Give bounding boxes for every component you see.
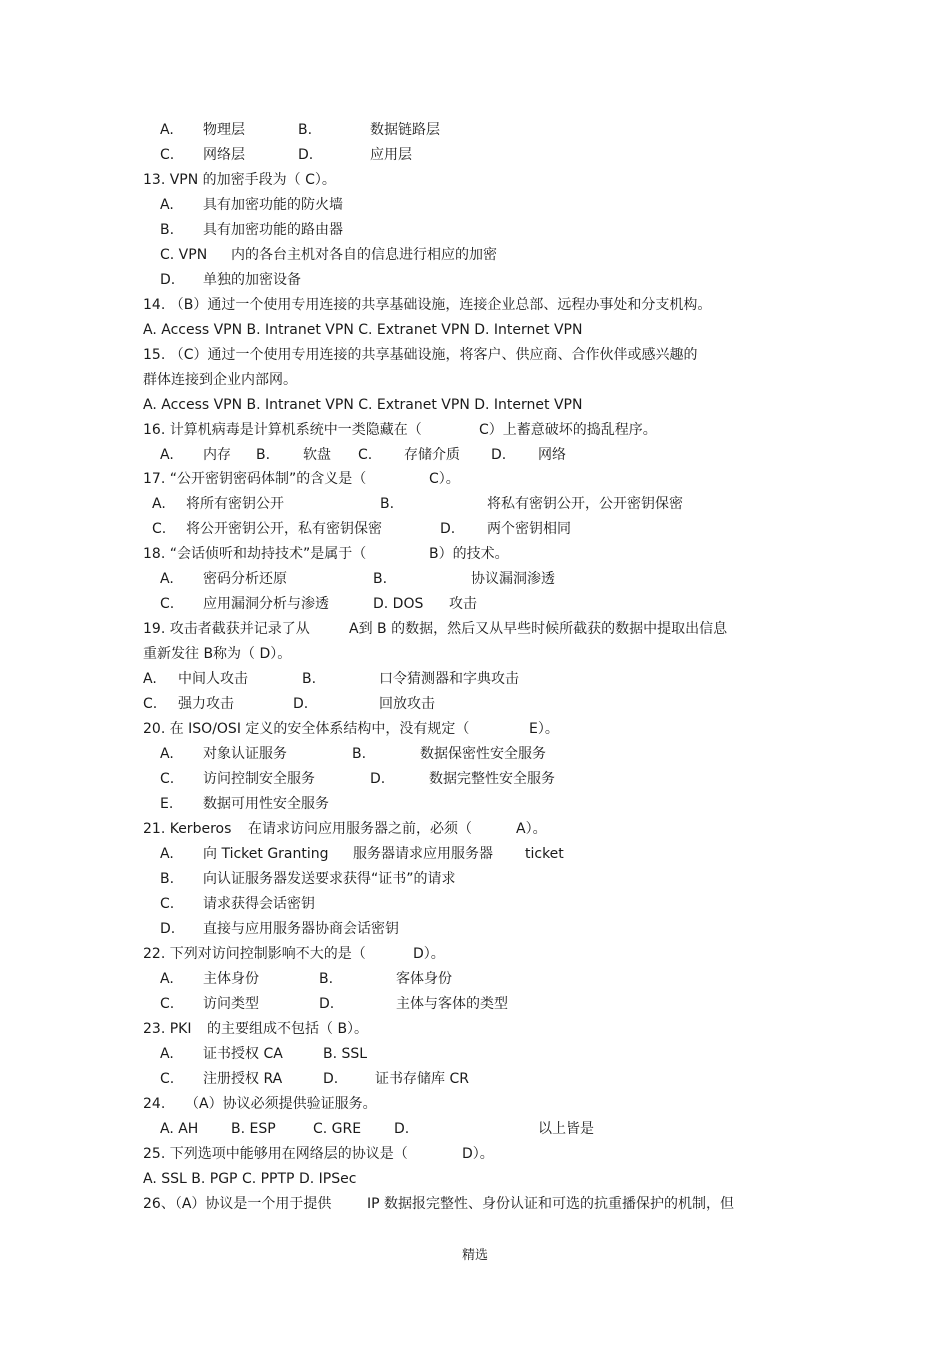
text-line — [0, 843, 950, 865]
text-chunk: 将所有密钥公开 — [186, 496, 284, 512]
text-chunk: C. — [160, 896, 175, 912]
text-chunk: 回放攻击 — [379, 696, 435, 712]
text-line — [0, 593, 950, 615]
text-chunk: 将私有密钥公开，公开密钥保密 — [487, 496, 683, 512]
text-line — [0, 119, 950, 141]
text-chunk: A. — [152, 496, 166, 512]
text-chunk: 14. （B）通过一个使用专用连接的共享基础设施，连接企业总部、远程办事处和分支机构。 — [143, 297, 712, 313]
text-chunk: 应用层 — [370, 147, 412, 163]
text-chunk: B. — [298, 122, 313, 138]
text-chunk: C. GRE — [313, 1121, 362, 1137]
text-line — [0, 943, 950, 965]
text-chunk: 存储介质 — [404, 447, 460, 463]
text-chunk: 访问类型 — [203, 996, 259, 1012]
text-chunk: 向认证服务器发送要求获得“证书”的请求 — [203, 871, 456, 887]
text-line — [0, 169, 950, 191]
text-line — [0, 893, 950, 915]
text-chunk: 协议漏洞渗透 — [471, 571, 555, 587]
text-chunk: A. — [160, 447, 174, 463]
text-line — [0, 419, 950, 441]
text-line — [0, 643, 950, 665]
text-line — [0, 319, 950, 341]
text-chunk: B. — [160, 222, 175, 238]
text-chunk: 25. 下列选项中能够用在网络层的协议是（ — [143, 1146, 408, 1162]
text-line — [0, 518, 950, 540]
text-chunk: 21. Kerberos — [143, 821, 232, 837]
text-chunk: C. — [358, 447, 373, 463]
text-line — [0, 1093, 950, 1115]
text-chunk: A. SSL B. PGP C. PPTP D. IPSec — [143, 1171, 357, 1187]
text-chunk: ticket — [525, 846, 564, 862]
text-chunk: 重新发往 B称为（ D）。 — [143, 646, 292, 662]
text-line — [0, 968, 950, 990]
text-chunk: 口令猜测器和字典攻击 — [379, 671, 519, 687]
text-chunk: B. — [319, 971, 334, 987]
text-line — [0, 294, 950, 316]
text-line — [0, 618, 950, 640]
text-chunk: 直接与应用服务器协商会话密钥 — [203, 921, 399, 937]
text-chunk: 证书授权 CA — [203, 1046, 283, 1062]
text-chunk: B. — [380, 496, 395, 512]
text-chunk: 强力攻击 — [178, 696, 234, 712]
text-chunk: B. — [256, 447, 271, 463]
text-chunk: C）上蓄意破坏的捣乱程序。 — [479, 422, 657, 438]
text-line — [0, 793, 950, 815]
text-chunk: 主体身份 — [203, 971, 259, 987]
text-chunk: D. — [440, 521, 456, 537]
text-chunk: 以上皆是 — [538, 1121, 594, 1137]
text-chunk: B. — [160, 871, 175, 887]
text-chunk: 主体与客体的类型 — [396, 996, 508, 1012]
text-chunk: 访问控制安全服务 — [203, 771, 315, 787]
text-line — [0, 219, 950, 241]
text-chunk: 应用漏洞分析与渗透 — [203, 596, 329, 612]
text-chunk: C. — [160, 596, 175, 612]
text-chunk: 群体连接到企业内部网。 — [143, 372, 297, 388]
text-chunk: A. — [160, 197, 174, 213]
text-chunk: C. — [160, 996, 175, 1012]
text-chunk: B. — [352, 746, 367, 762]
page-footer: 精选 — [461, 1248, 488, 1263]
text-chunk: 在请求访问应用服务器之前，必须（ — [248, 821, 472, 837]
text-chunk: 注册授权 RA — [203, 1071, 283, 1087]
text-chunk: D. — [319, 996, 335, 1012]
text-chunk: 内存 — [203, 447, 231, 463]
text-chunk: D. — [293, 696, 309, 712]
text-chunk: C. — [160, 1071, 175, 1087]
text-chunk: D）。 — [462, 1146, 494, 1162]
text-chunk: A. Access VPN B. Intranet VPN C. Extranet VPN D. Internet VPN — [143, 397, 583, 413]
text-chunk: 内的各台主机对各自的信息进行相应的加密 — [231, 247, 497, 263]
text-line — [0, 394, 950, 416]
text-chunk: A到 B 的数据，然后又从早些时候所截获的数据中提取出信息 — [349, 621, 728, 637]
text-line — [0, 818, 950, 840]
text-chunk: 网络层 — [203, 147, 245, 163]
text-line — [0, 868, 950, 890]
text-line — [0, 244, 950, 266]
text-chunk: 19. 攻击者截获并记录了从 — [143, 621, 310, 637]
text-chunk: C. — [152, 521, 167, 537]
text-chunk: 两个密钥相同 — [487, 521, 571, 537]
text-line — [0, 144, 950, 166]
text-chunk: 对象认证服务 — [203, 746, 287, 762]
text-chunk: 软盘 — [303, 447, 331, 463]
text-chunk: D. — [394, 1121, 410, 1137]
text-chunk: 24. — [143, 1096, 166, 1112]
text-chunk: C. — [160, 147, 175, 163]
text-line — [0, 493, 950, 515]
text-chunk: A. AH — [160, 1121, 199, 1137]
text-chunk: A. — [160, 971, 174, 987]
text-chunk: A. — [160, 1046, 174, 1062]
text-chunk: D. — [491, 447, 507, 463]
text-line — [0, 743, 950, 765]
text-chunk: A. — [160, 571, 174, 587]
text-chunk: C. VPN — [160, 247, 208, 263]
text-chunk: A. — [160, 122, 174, 138]
text-chunk: D. — [160, 921, 176, 937]
text-chunk: （A）协议必须提供验证服务。 — [185, 1096, 377, 1112]
text-chunk: E）。 — [529, 721, 559, 737]
text-chunk: IP 数据报完整性、身份认证和可选的抗重播保护的机制，但 — [367, 1196, 735, 1212]
text-chunk: C. — [143, 696, 158, 712]
text-chunk: 数据完整性安全服务 — [429, 771, 555, 787]
text-chunk: 证书存储库 CR — [375, 1071, 469, 1087]
text-chunk: 单独的加密设备 — [203, 272, 301, 288]
text-chunk: B. ESP — [231, 1121, 276, 1137]
text-chunk: E. — [160, 796, 174, 812]
text-chunk: 攻击 — [449, 596, 477, 612]
text-chunk: 15. （C）通过一个使用专用连接的共享基础设施，将客户、供应商、合作伙伴或感兴趣的 — [143, 347, 698, 363]
text-chunk: 13. VPN 的加密手段为（ C）。 — [143, 172, 336, 188]
text-chunk: 请求获得会话密钥 — [203, 896, 315, 912]
text-chunk: A. Access VPN B. Intranet VPN C. Extranet VPN D. Internet VPN — [143, 322, 583, 338]
text-chunk: 向 Ticket Granting — [203, 846, 329, 862]
text-chunk: D. — [370, 771, 386, 787]
text-chunk: 23. PKI — [143, 1021, 192, 1037]
text-line — [0, 693, 950, 715]
text-chunk: 22. 下列对访问控制影响不大的是（ — [143, 946, 366, 962]
text-line — [0, 768, 950, 790]
text-chunk: B）的技术。 — [429, 546, 509, 562]
text-chunk: 具有加密功能的防火墙 — [203, 197, 343, 213]
text-line — [0, 1118, 950, 1140]
text-chunk: 物理层 — [203, 122, 245, 138]
text-chunk: C. — [160, 771, 175, 787]
text-line — [0, 194, 950, 216]
text-chunk: A）。 — [516, 821, 547, 837]
text-line — [0, 993, 950, 1015]
text-line — [0, 369, 950, 391]
text-chunk: 数据可用性安全服务 — [203, 796, 329, 812]
text-chunk: 20. 在 ISO/OSI 定义的安全体系结构中，没有规定（ — [143, 721, 470, 737]
text-line — [0, 1143, 950, 1165]
text-line — [0, 1068, 950, 1090]
text-line — [0, 1168, 950, 1190]
text-line — [0, 1043, 950, 1065]
text-chunk: 中间人攻击 — [178, 671, 248, 687]
text-chunk: D. — [298, 147, 314, 163]
text-chunk: D）。 — [413, 946, 445, 962]
text-chunk: 18. “会话侦听和劫持技术”是属于（ — [143, 546, 367, 562]
text-line — [0, 344, 950, 366]
text-chunk: 数据保密性安全服务 — [420, 746, 546, 762]
text-chunk: 服务器请求应用服务器 — [353, 846, 493, 862]
text-chunk: B. — [302, 671, 317, 687]
text-chunk: C）。 — [429, 471, 460, 487]
text-line — [0, 1018, 950, 1040]
text-chunk: B. — [373, 571, 388, 587]
text-line — [0, 568, 950, 590]
text-chunk: D. — [160, 272, 176, 288]
text-chunk: 具有加密功能的路由器 — [203, 222, 343, 238]
text-line — [0, 1193, 950, 1215]
text-line — [0, 543, 950, 565]
text-chunk: B. SSL — [323, 1046, 368, 1062]
text-chunk: 数据链路层 — [370, 122, 440, 138]
text-chunk: 将公开密钥公开，私有密钥保密 — [186, 521, 382, 537]
text-chunk: 网络 — [538, 447, 566, 463]
text-line — [0, 718, 950, 740]
text-chunk: 的主要组成不包括（ B）。 — [207, 1021, 369, 1037]
text-chunk: D. — [323, 1071, 339, 1087]
text-chunk: 26、（A）协议是一个用于提供 — [143, 1196, 332, 1212]
text-line — [0, 468, 950, 490]
text-line — [0, 668, 950, 690]
text-line — [0, 918, 950, 940]
text-chunk: A. — [160, 746, 174, 762]
text-chunk: A. — [143, 671, 157, 687]
text-line — [0, 269, 950, 291]
text-chunk: A. — [160, 846, 174, 862]
text-chunk: D. DOS — [373, 596, 424, 612]
text-line — [0, 444, 950, 466]
text-chunk: 17. “公开密钥密码体制”的含义是（ — [143, 471, 367, 487]
text-chunk: 客体身份 — [396, 971, 452, 987]
text-chunk: 16. 计算机病毒是计算机系统中一类隐藏在（ — [143, 422, 422, 438]
text-chunk: 密码分析还原 — [203, 571, 287, 587]
